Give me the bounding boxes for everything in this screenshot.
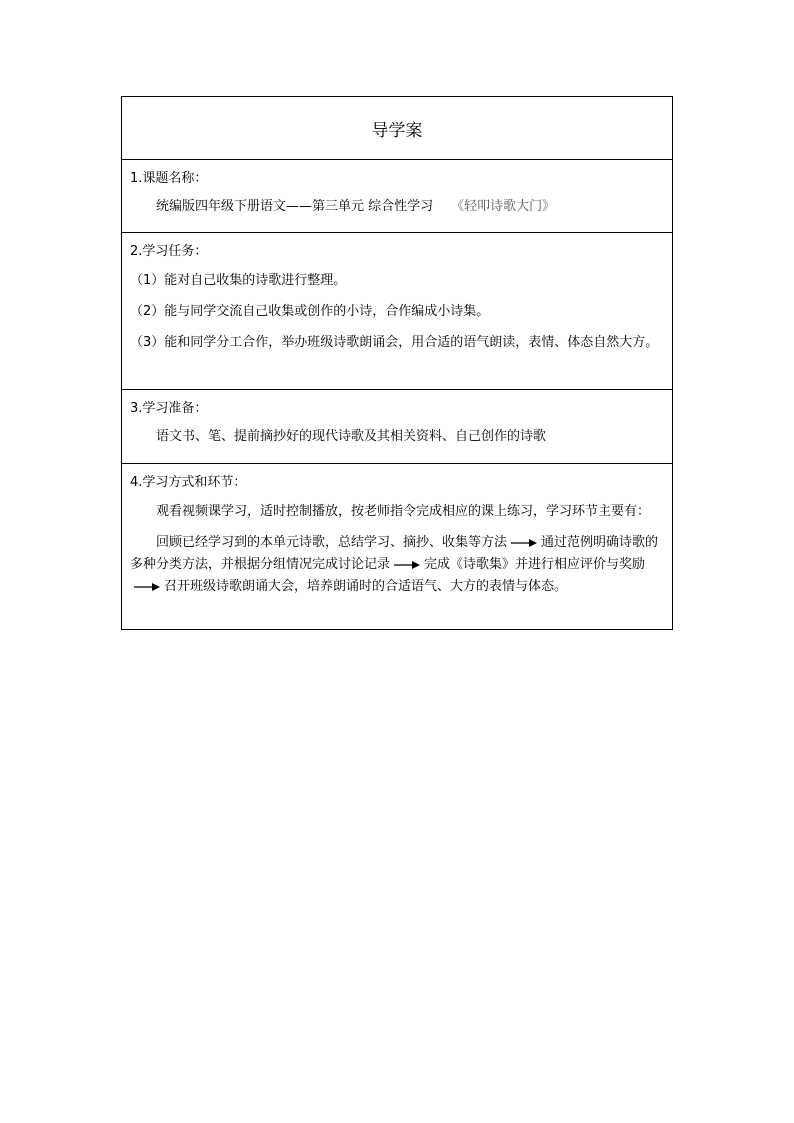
step-2: 通过范例明确诗歌的多种分类方法，并根据分组情况完成讨论记录 <box>130 535 659 572</box>
lesson-title: 《轻叩诗歌大门》 <box>451 199 556 214</box>
step-1: 回顾已经学习到的本单元诗歌，总结学习、摘抄、收集等方法 <box>156 535 508 550</box>
arrow-right-icon <box>511 538 537 548</box>
task-item-3: （3）能和同学分工合作，举办班级诗歌朗诵会，用合适的语气朗读，表情、体态自然大方。 <box>130 335 659 350</box>
step-4: 召开班级诗歌朗诵大会，培养朗诵时的合适语气、大方的表情与体态。 <box>164 579 568 594</box>
document-title: 导学案 <box>371 120 423 141</box>
task-item-1: （1）能对自己收集的诗歌进行整理。 <box>130 273 347 288</box>
section-learning-tasks <box>122 233 673 390</box>
method-steps <box>130 532 664 598</box>
arrow-right-icon <box>134 582 160 592</box>
arrow-right-icon <box>394 560 420 570</box>
section1-heading: 1.课题名称： <box>130 171 208 186</box>
title-cell <box>122 97 673 160</box>
section4-heading: 4.学习方式和环节： <box>130 475 247 490</box>
section2-heading: 2.学习任务： <box>130 244 208 259</box>
task-item-2: （2）能与同学交流自己收集或创作的小诗，合作编成小诗集。 <box>130 304 490 319</box>
course-title: 统编版四年级下册语文——第三单元 综合性学习 <box>156 199 434 214</box>
section3-heading: 3.学习准备： <box>130 401 208 416</box>
step-3: 完成《诗歌集》并进行相应评价与奖励 <box>424 557 646 572</box>
preparation-text: 语文书、笔、提前摘抄好的现代诗歌及其相关资料、自己创作的诗歌 <box>156 429 547 444</box>
study-guide-table <box>121 96 673 630</box>
section-learning-method <box>122 464 673 630</box>
section-preparation <box>122 390 673 464</box>
course-line <box>130 196 664 218</box>
section-course-name <box>122 160 673 233</box>
method-intro: 观看视频课学习，适时控制播放，按老师指令完成相应的课上练习，学习环节主要有： <box>156 504 651 519</box>
